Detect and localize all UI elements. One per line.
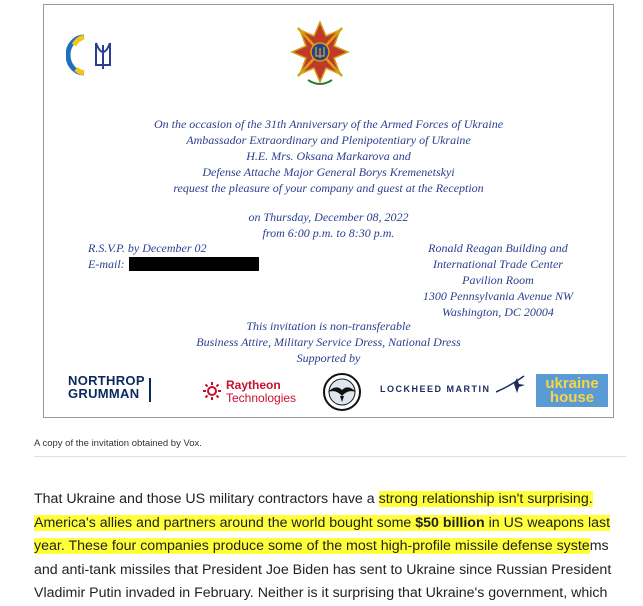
- sponsor-logos: NORTHROP GRUMMAN Raytheon Technologies LOCKHEED MARTIN ukraine house: [44, 370, 613, 410]
- invitation-notes: [44, 318, 613, 366]
- invitation-card: [43, 4, 614, 418]
- highlighted-text: strong relationship isn't surprising.: [378, 491, 593, 507]
- event-time: from 6:00 p.m. to 8:30 p.m.: [262, 226, 395, 240]
- event-date: on Thursday, December 08, 2022: [248, 210, 409, 224]
- intro-line: Defense Attache Major General Borys Kremenetskyi: [202, 165, 455, 179]
- venue-line: International Trade Center: [432, 257, 563, 271]
- notes-line: Supported by: [296, 351, 361, 365]
- caption-divider: [34, 456, 626, 457]
- intro-line: On the occasion of the 31th Anniversary of the Armed Forces of Ukraine: [153, 117, 504, 131]
- venue-line: Ronald Reagan Building and: [428, 241, 568, 255]
- lockheed-martin-logo: LOCKHEED MARTIN: [380, 384, 491, 394]
- pratt-whitney-eagle-icon: [322, 372, 362, 412]
- raytheon-icon: [202, 381, 222, 401]
- ukraine-house-logo: ukraine house: [536, 374, 608, 407]
- intro-line: request the pleasure of your company and guest at the Reception: [173, 181, 484, 195]
- intro-line: H.E. Mrs. Oksana Markarova and: [246, 149, 411, 163]
- armed-forces-emblem-icon: [290, 20, 350, 88]
- northrop-grumman-logo: NORTHROP GRUMMAN: [68, 374, 145, 400]
- notes-line: Business Attire, Military Service Dress, National Dress: [196, 335, 461, 349]
- notes-line: This invitation is non-transferable: [246, 319, 411, 333]
- highlighted-text: America's allies and partners around the world bought some $50 billion in US weapons last: [34, 514, 611, 531]
- article-line: [34, 512, 630, 536]
- intro-line: Ambassador Extraordinary and Plenipotentiary of Ukraine: [186, 133, 471, 147]
- image-caption: A copy of the invitation obtained by Vox.: [34, 438, 202, 449]
- venue-line: 1300 Pennsylvania Avenue NW: [422, 289, 573, 303]
- redacted-email: [129, 257, 259, 271]
- email-label: E-mail:: [88, 257, 125, 271]
- highlighted-text: year. These four companies produce some of the most high-profile missile defense syste: [34, 538, 590, 554]
- bold-amount: $50 billion: [415, 514, 485, 531]
- article-line: year. These four companies produce some of the most high-profile missile defense systems: [34, 538, 609, 554]
- venue-address: [423, 240, 573, 320]
- lockheed-star-icon: [496, 374, 526, 394]
- ukraine-logo-icon: [66, 31, 120, 77]
- venue-line: Washington, DC 20004: [442, 305, 554, 319]
- article-line: Vladimir Putin invaded in February. Neither is it surprising that Ukraine's government, which: [34, 585, 608, 601]
- article-body: [34, 488, 630, 606]
- invitation-intro: [44, 116, 613, 196]
- venue-line: Pavilion Room: [462, 273, 534, 287]
- article-line: and anti-tank missiles that President Joe Biden has sent to Ukraine since Russian President: [34, 561, 612, 578]
- email-row: [88, 256, 259, 272]
- article-line: That Ukraine and those US military contractors have a strong relationship isn't surprising.: [34, 491, 593, 507]
- rsvp-block: [88, 240, 259, 272]
- event-datetime: [44, 209, 613, 241]
- rsvp-deadline: R.S.V.P. by December 02: [88, 241, 207, 255]
